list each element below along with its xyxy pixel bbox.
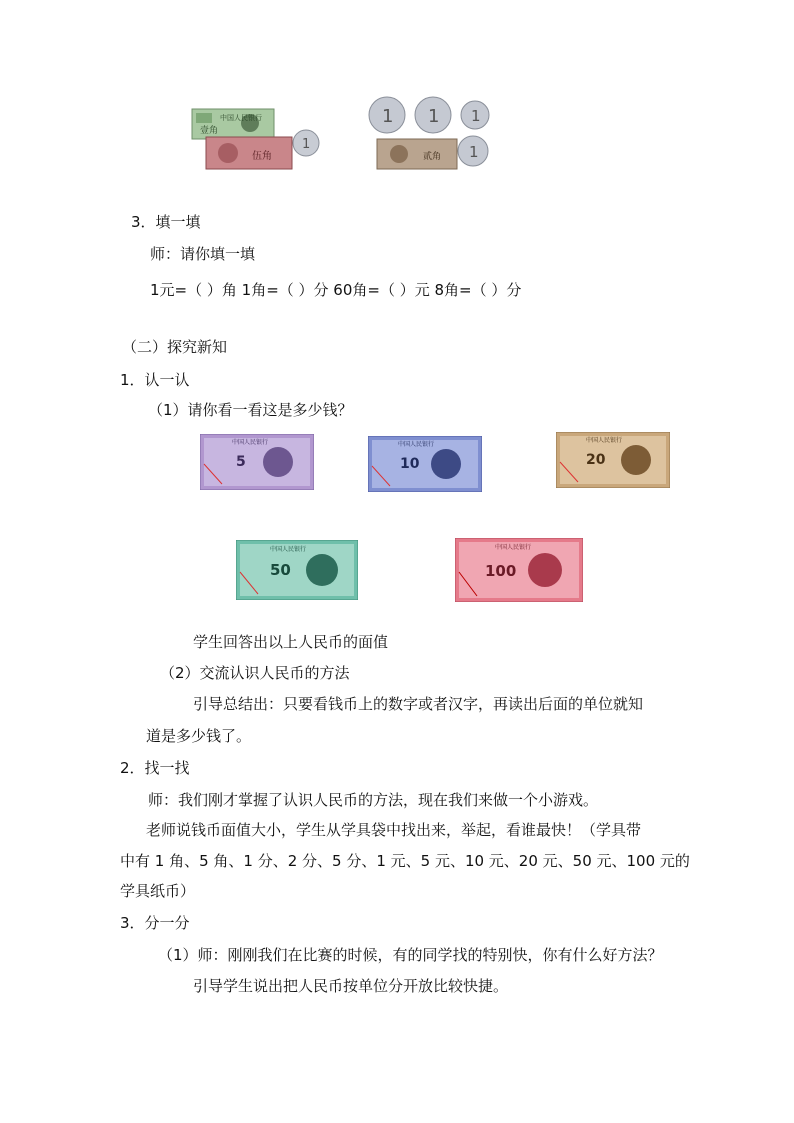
small-change-image-right [365,95,495,175]
banknote-100-yuan [455,538,583,602]
recognize-question-1: （1）请你看一看这是多少钱？ [148,401,353,419]
sort-guide: 引导学生说出把人民币按单位分开放比较快捷。 [193,977,509,995]
recognize-heading: 1．认一认 [120,371,190,389]
svg-text:中国人民银行: 中国人民银行 [586,437,623,444]
svg-text:1: 1 [302,137,311,152]
recognize-question-2: （2）交流认识人民币的方法 [160,664,350,682]
svg-text:1: 1 [382,106,394,127]
section-two-heading: （二）探究新知 [122,338,228,356]
find-teacher-line: 师：我们刚才掌握了认识人民币的方法，现在我们来做一个小游戏。 [148,791,599,809]
find-para-line-3: 学具纸币） [120,882,196,900]
svg-text:中国人民银行: 中国人民银行 [270,546,307,553]
svg-text:10: 10 [400,456,420,472]
fill-items-line: 1元=（ ）角 1角=（ ）分 60角=（ ）元 8角=（ ）分 [150,281,522,299]
svg-text:100: 100 [485,562,517,580]
svg-text:中国人民银行: 中国人民银行 [220,114,262,122]
svg-text:伍角: 伍角 [252,151,272,162]
svg-text:中国人民银行: 中国人民银行 [495,544,532,551]
banknote-20-yuan [556,432,670,488]
fill-teacher-line: 师：请你填一填 [150,245,256,263]
sort-heading: 3．分一分 [120,914,190,932]
find-para-line-2: 中有 1 角、5 角、1 分、2 分、5 分、1 元、5 元、10 元、20 元、50 元、100 元的 [120,852,690,870]
banknote-50-yuan [236,540,358,600]
banknote-10-yuan [368,436,482,492]
svg-text:50: 50 [270,561,291,579]
guide-line-2: 道是多少钱了。 [146,727,252,745]
banknote-5-yuan [200,434,314,490]
svg-text:20: 20 [586,452,606,468]
find-heading: 2．找一找 [120,759,190,777]
small-change-image-left [190,105,325,173]
svg-text:1: 1 [471,107,481,125]
svg-text:中国人民银行: 中国人民银行 [398,441,435,448]
svg-text:贰角: 贰角 [423,152,442,162]
find-para-line-1: 老师说钱币面值大小，学生从学具袋中找出来，举起，看谁最快！（学具带 [146,821,642,839]
fill-section-heading: 3．填一填 [131,213,201,231]
svg-text:1: 1 [469,143,479,161]
svg-text:壹角: 壹角 [200,126,219,136]
svg-text:5: 5 [236,454,246,470]
svg-text:1: 1 [428,106,440,127]
sort-question-1: （1）师：刚刚我们在比赛的时候，有的同学找的特别快，你有什么好方法？ [158,946,663,964]
svg-text:中国人民银行: 中国人民银行 [232,439,269,446]
answer-line: 学生回答出以上人民币的面值 [193,633,389,651]
guide-line-1: 引导总结出：只要看钱币上的数字或者汉字，再读出后面的单位就知 [193,695,644,713]
